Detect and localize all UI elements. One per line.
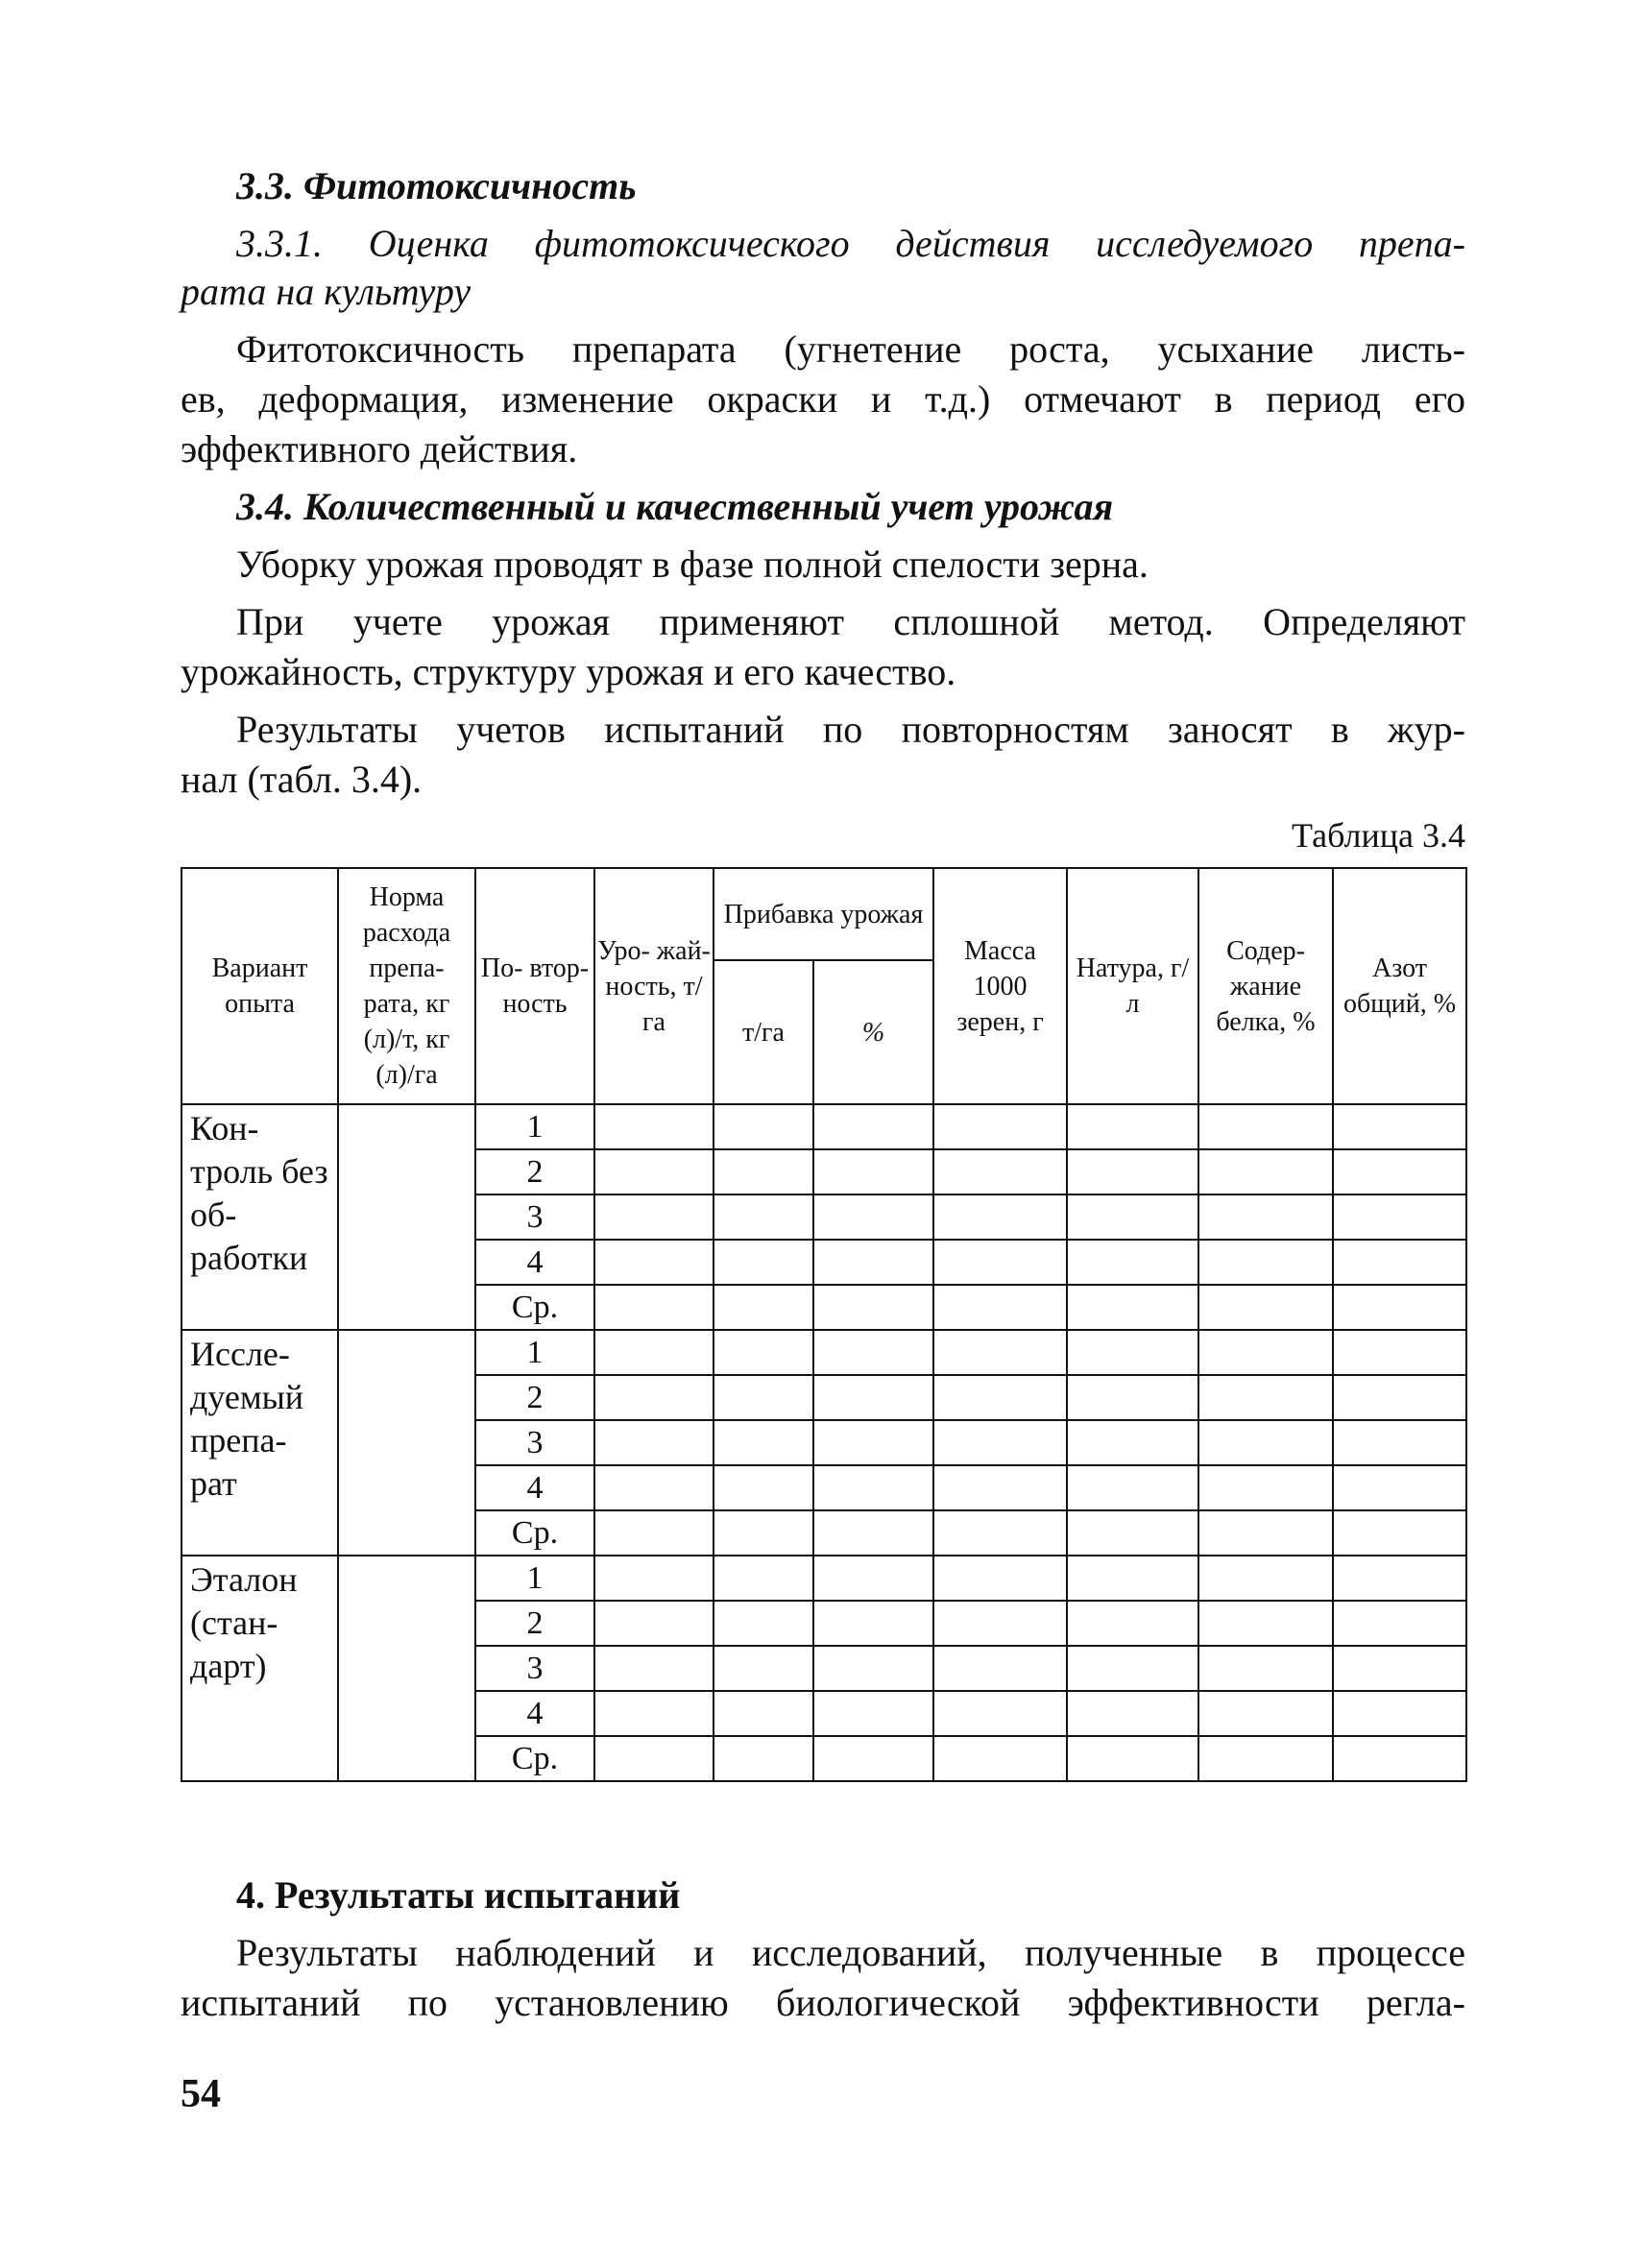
yield-method-para-line-1: При учете урожая применяют сплошной метод. Определяют	[236, 600, 1465, 643]
norm-cell	[338, 1104, 475, 1330]
header-yield: Уро- жай- ность, т/га	[594, 868, 714, 1104]
section-3-3-1-subheading-line-2: рата на культуру	[181, 270, 472, 313]
section-4-heading: 4. Результаты испытаний	[236, 1873, 681, 1917]
phytotoxicity-para-line-3: эффективного действия.	[181, 427, 578, 470]
repeat-cell: Ср.	[475, 1510, 594, 1556]
repeat-cell: 3	[475, 1646, 594, 1691]
norm-cell	[338, 1556, 475, 1781]
page-number: 54	[181, 2072, 221, 2116]
header-mass: Масса 1000 зерен, г	[933, 868, 1067, 1104]
table-row	[181, 1104, 1466, 1149]
repeat-cell: 4	[475, 1465, 594, 1510]
table-row	[181, 1330, 1466, 1375]
results-para-line-2: испытаний по установлению биологической эффективности регла-	[181, 1981, 1465, 2024]
repeat-cell: 4	[475, 1240, 594, 1285]
journal-para-line-2: нал (табл. 3.4).	[181, 758, 423, 801]
yield-method-para-line-2: урожайность, структуру урожая и его качество.	[181, 650, 956, 693]
section-3-3-heading: 3.3. Фитотоксичность	[236, 164, 637, 207]
repeat-cell: 1	[475, 1556, 594, 1601]
results-para-line-1: Результаты наблюдений и исследований, полученные в процессе	[236, 1931, 1465, 1974]
journal-para-line-1: Результаты учетов испытаний по повторностям заносят в жур-	[236, 708, 1465, 751]
table-caption: Таблица 3.4	[1292, 816, 1465, 855]
harvest-para: Уборку урожая проводят в фазе полной спелости зерна.	[236, 543, 1149, 586]
header-increase-pct: %	[813, 960, 933, 1104]
repeat-cell: Ср.	[475, 1736, 594, 1781]
repeat-cell: Ср.	[475, 1285, 594, 1330]
results-table	[181, 867, 1467, 1782]
header-variant: Вариант опыта	[181, 868, 338, 1104]
section-3-3-1-subheading-line-1: 3.3.1. Оценка фитотоксического действия исследуемого препа-	[236, 222, 1465, 265]
header-increase-tha: т/га	[714, 960, 813, 1104]
header-norm: Норма расхода препа- рата, кг (л)/т, кг (л)/га	[338, 868, 475, 1104]
norm-cell	[338, 1330, 475, 1556]
variant-label: Кон- троль без об- работки	[181, 1104, 338, 1330]
repeat-cell: 2	[475, 1601, 594, 1646]
header-nitrogen: Азот общий, %	[1333, 868, 1466, 1104]
phytotoxicity-para-line-1: Фитотоксичность препарата (угнетение роста, усыхание листь-	[236, 327, 1465, 371]
header-protein: Содер- жание белка, %	[1198, 868, 1333, 1104]
repeat-cell: 1	[475, 1330, 594, 1375]
repeat-cell: 1	[475, 1104, 594, 1149]
repeat-cell: 3	[475, 1420, 594, 1465]
table-row	[181, 1556, 1466, 1601]
variant-label: Иссле- дуемый препа- рат	[181, 1330, 338, 1556]
repeat-cell: 3	[475, 1194, 594, 1240]
variant-label: Эталон (стан- дарт)	[181, 1556, 338, 1781]
header-natura: Натура, г/л	[1067, 868, 1198, 1104]
repeat-cell: 4	[475, 1691, 594, 1736]
header-increase: Прибавка урожая	[714, 868, 933, 960]
phytotoxicity-para-line-2: ев, деформация, изменение окраски и т.д.) отмечают в период его	[181, 377, 1465, 421]
section-3-4-heading: 3.4. Количественный и качественный учет урожая	[236, 485, 1114, 528]
repeat-cell: 2	[475, 1149, 594, 1194]
repeat-cell: 2	[475, 1375, 594, 1420]
header-repeat: По- втор- ность	[475, 868, 594, 1104]
